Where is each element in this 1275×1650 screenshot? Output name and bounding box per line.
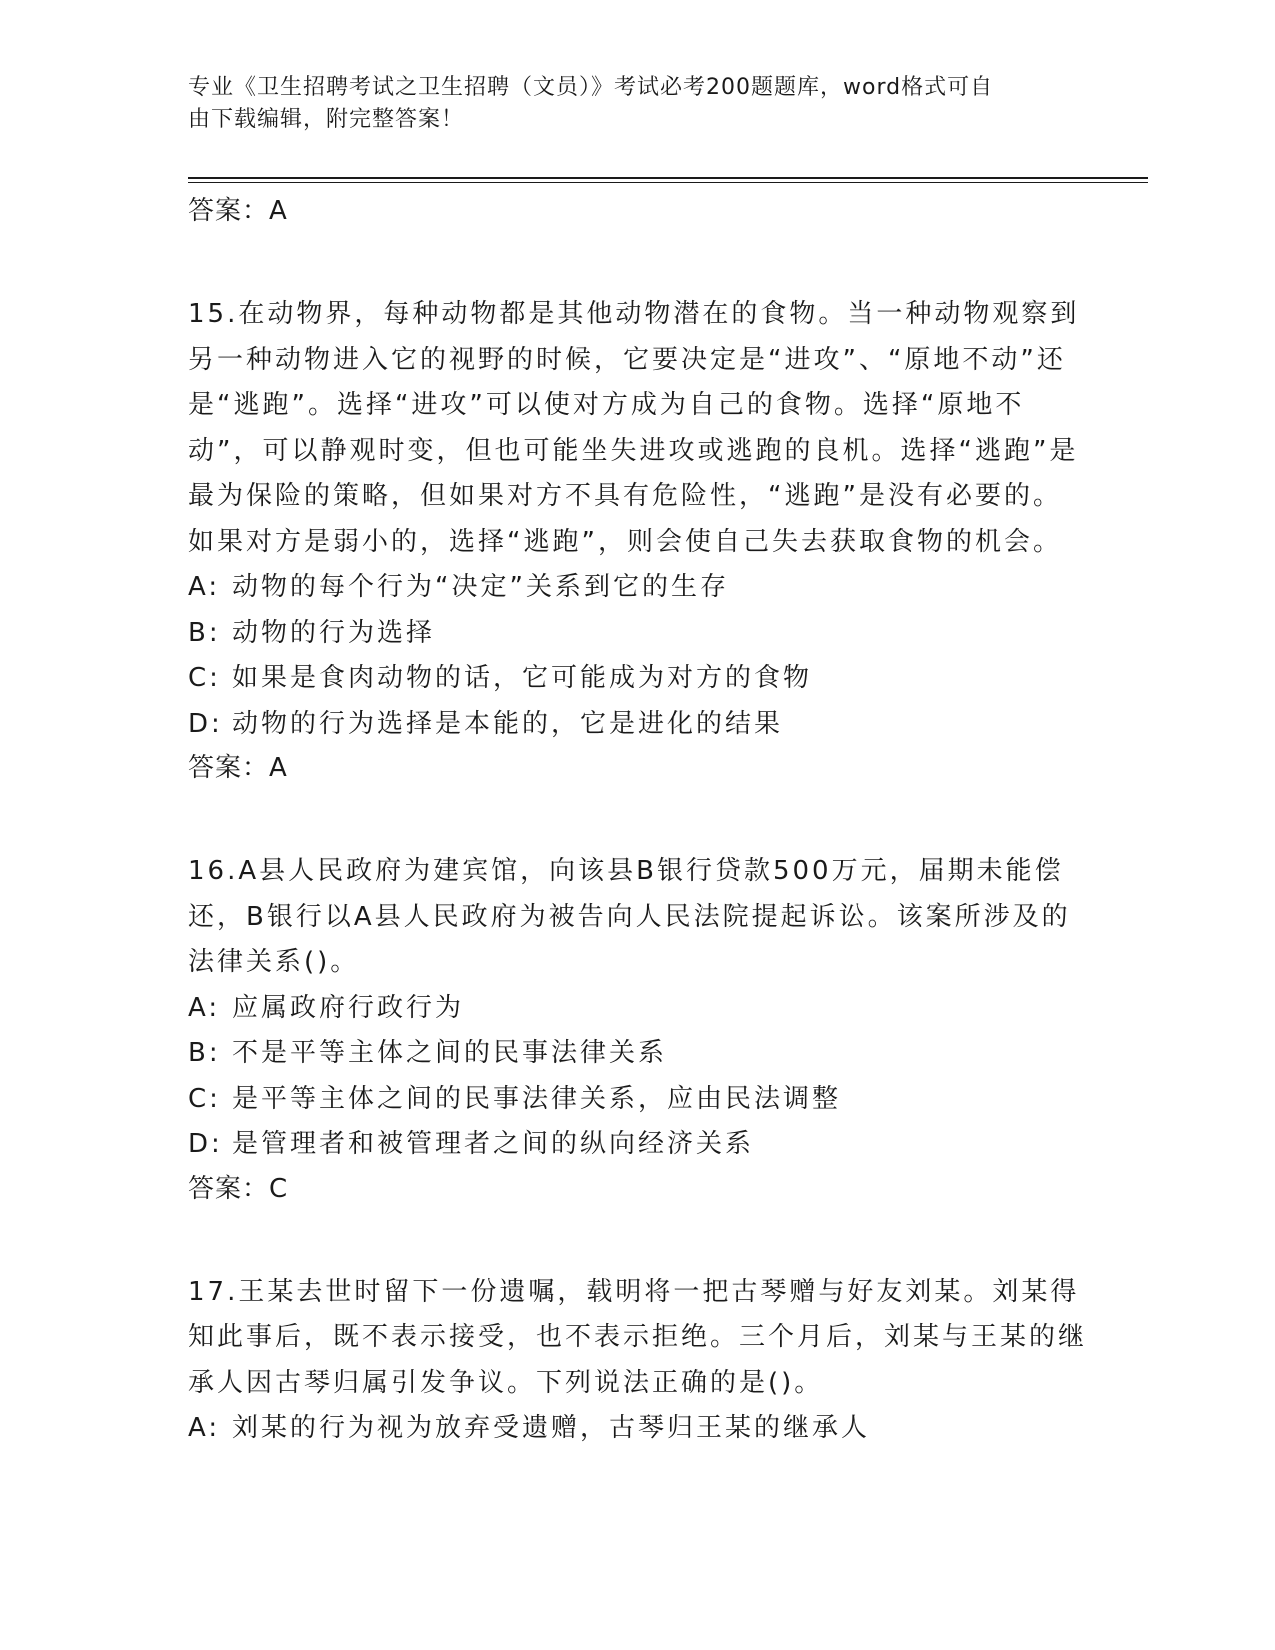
option-letter: C: <box>188 663 221 693</box>
answer-value: C <box>269 1173 289 1204</box>
answer-value: A <box>269 753 288 783</box>
option-list <box>188 986 1088 1168</box>
option-letter: C: <box>188 1083 221 1114</box>
option-letter: B: <box>188 1038 221 1068</box>
option-text: 不是平等主体之间的民事法律关系 <box>232 1038 668 1068</box>
option-text: 动物的行为选择是本能的，它是进化的结果 <box>232 708 784 739</box>
option-a <box>188 986 1088 1032</box>
answer-line <box>188 1168 1088 1210</box>
question-17 <box>188 1270 1088 1452</box>
option-letter: A: <box>188 572 221 602</box>
option-c <box>188 656 1088 702</box>
option-text: 如果是食肉动物的话，它可能成为对方的食物 <box>232 663 813 693</box>
option-b <box>188 1031 1088 1077</box>
option-letter: A: <box>188 1413 221 1443</box>
option-letter: D: <box>188 708 223 739</box>
option-c <box>188 1077 1088 1123</box>
option-b <box>188 611 1088 657</box>
question-text: 15.在动物界，每种动物都是其他动物潜在的食物。当一种动物观察到另一种动物进入它的视野的时候，它要决定是“进攻”、“原地不动”还是“逃跑”。选择“进攻”可以使对方成为自己的食物。选择“原地不动”，可以静观时变，但也可能坐失进攻或逃跑的良机。选择“逃跑”是最为保险的策略，但如果对方不具有危险性，“逃跑”是没有必要的。如果对方是弱小的，选择“逃跑”，则会使自己失去获取食物的机会。 <box>188 299 1080 557</box>
option-list <box>188 565 1088 747</box>
question-15 <box>188 292 1088 789</box>
answer-label: 答案： <box>188 196 270 226</box>
question-text: 17.王某去世时留下一份遗嘱，载明将一把古琴赠与好友刘某。刘某得知此事后，既不表示接受，也不表示拒绝。三个月后，刘某与王某的继承人因古琴归属引发争议。下列说法正确的是()。 <box>188 1276 1088 1398</box>
option-a <box>188 565 1088 611</box>
option-text: 刘某的行为视为放弃受遗赠，古琴归王某的继承人 <box>232 1413 871 1443</box>
option-text: 动物的行为选择 <box>232 617 436 648</box>
header-divider-thick <box>188 177 1148 179</box>
answer-value: A <box>269 196 288 226</box>
option-text: 是平等主体之间的民事法律关系，应由民法调整 <box>232 1083 842 1114</box>
option-list <box>188 1406 1088 1452</box>
header-line-1: 专业《卫生招聘考试之卫生招聘（文员）》考试必考200题题库，word格式可自 <box>188 75 994 100</box>
answer-line <box>188 747 1088 789</box>
question-16 <box>188 849 1088 1210</box>
answer-line <box>188 190 1088 232</box>
answer-label: 答案： <box>188 1173 270 1204</box>
answer-label: 答案： <box>188 753 270 783</box>
question-text: 16.A县人民政府为建宾馆，向该县B银行贷款500万元，届期未能偿还，B银行以A县人民政府为被告向人民法院提起诉讼。该案所涉及的法律关系()。 <box>188 856 1071 977</box>
question-list <box>188 190 1088 1452</box>
option-letter: B: <box>188 617 221 648</box>
option-text: 应属政府行政行为 <box>232 992 465 1023</box>
option-text: 动物的每个行为“决定”关系到它的生存 <box>232 572 729 602</box>
page-header <box>188 72 1068 136</box>
option-letter: D: <box>188 1129 223 1159</box>
header-divider-thin <box>188 182 1148 183</box>
option-letter: A: <box>188 992 221 1023</box>
option-d <box>188 702 1088 748</box>
option-d <box>188 1122 1088 1168</box>
option-a <box>188 1406 1088 1452</box>
header-line-2: 由下载编辑，附完整答案！ <box>188 107 465 132</box>
option-text: 是管理者和被管理者之间的纵向经济关系 <box>232 1129 755 1159</box>
